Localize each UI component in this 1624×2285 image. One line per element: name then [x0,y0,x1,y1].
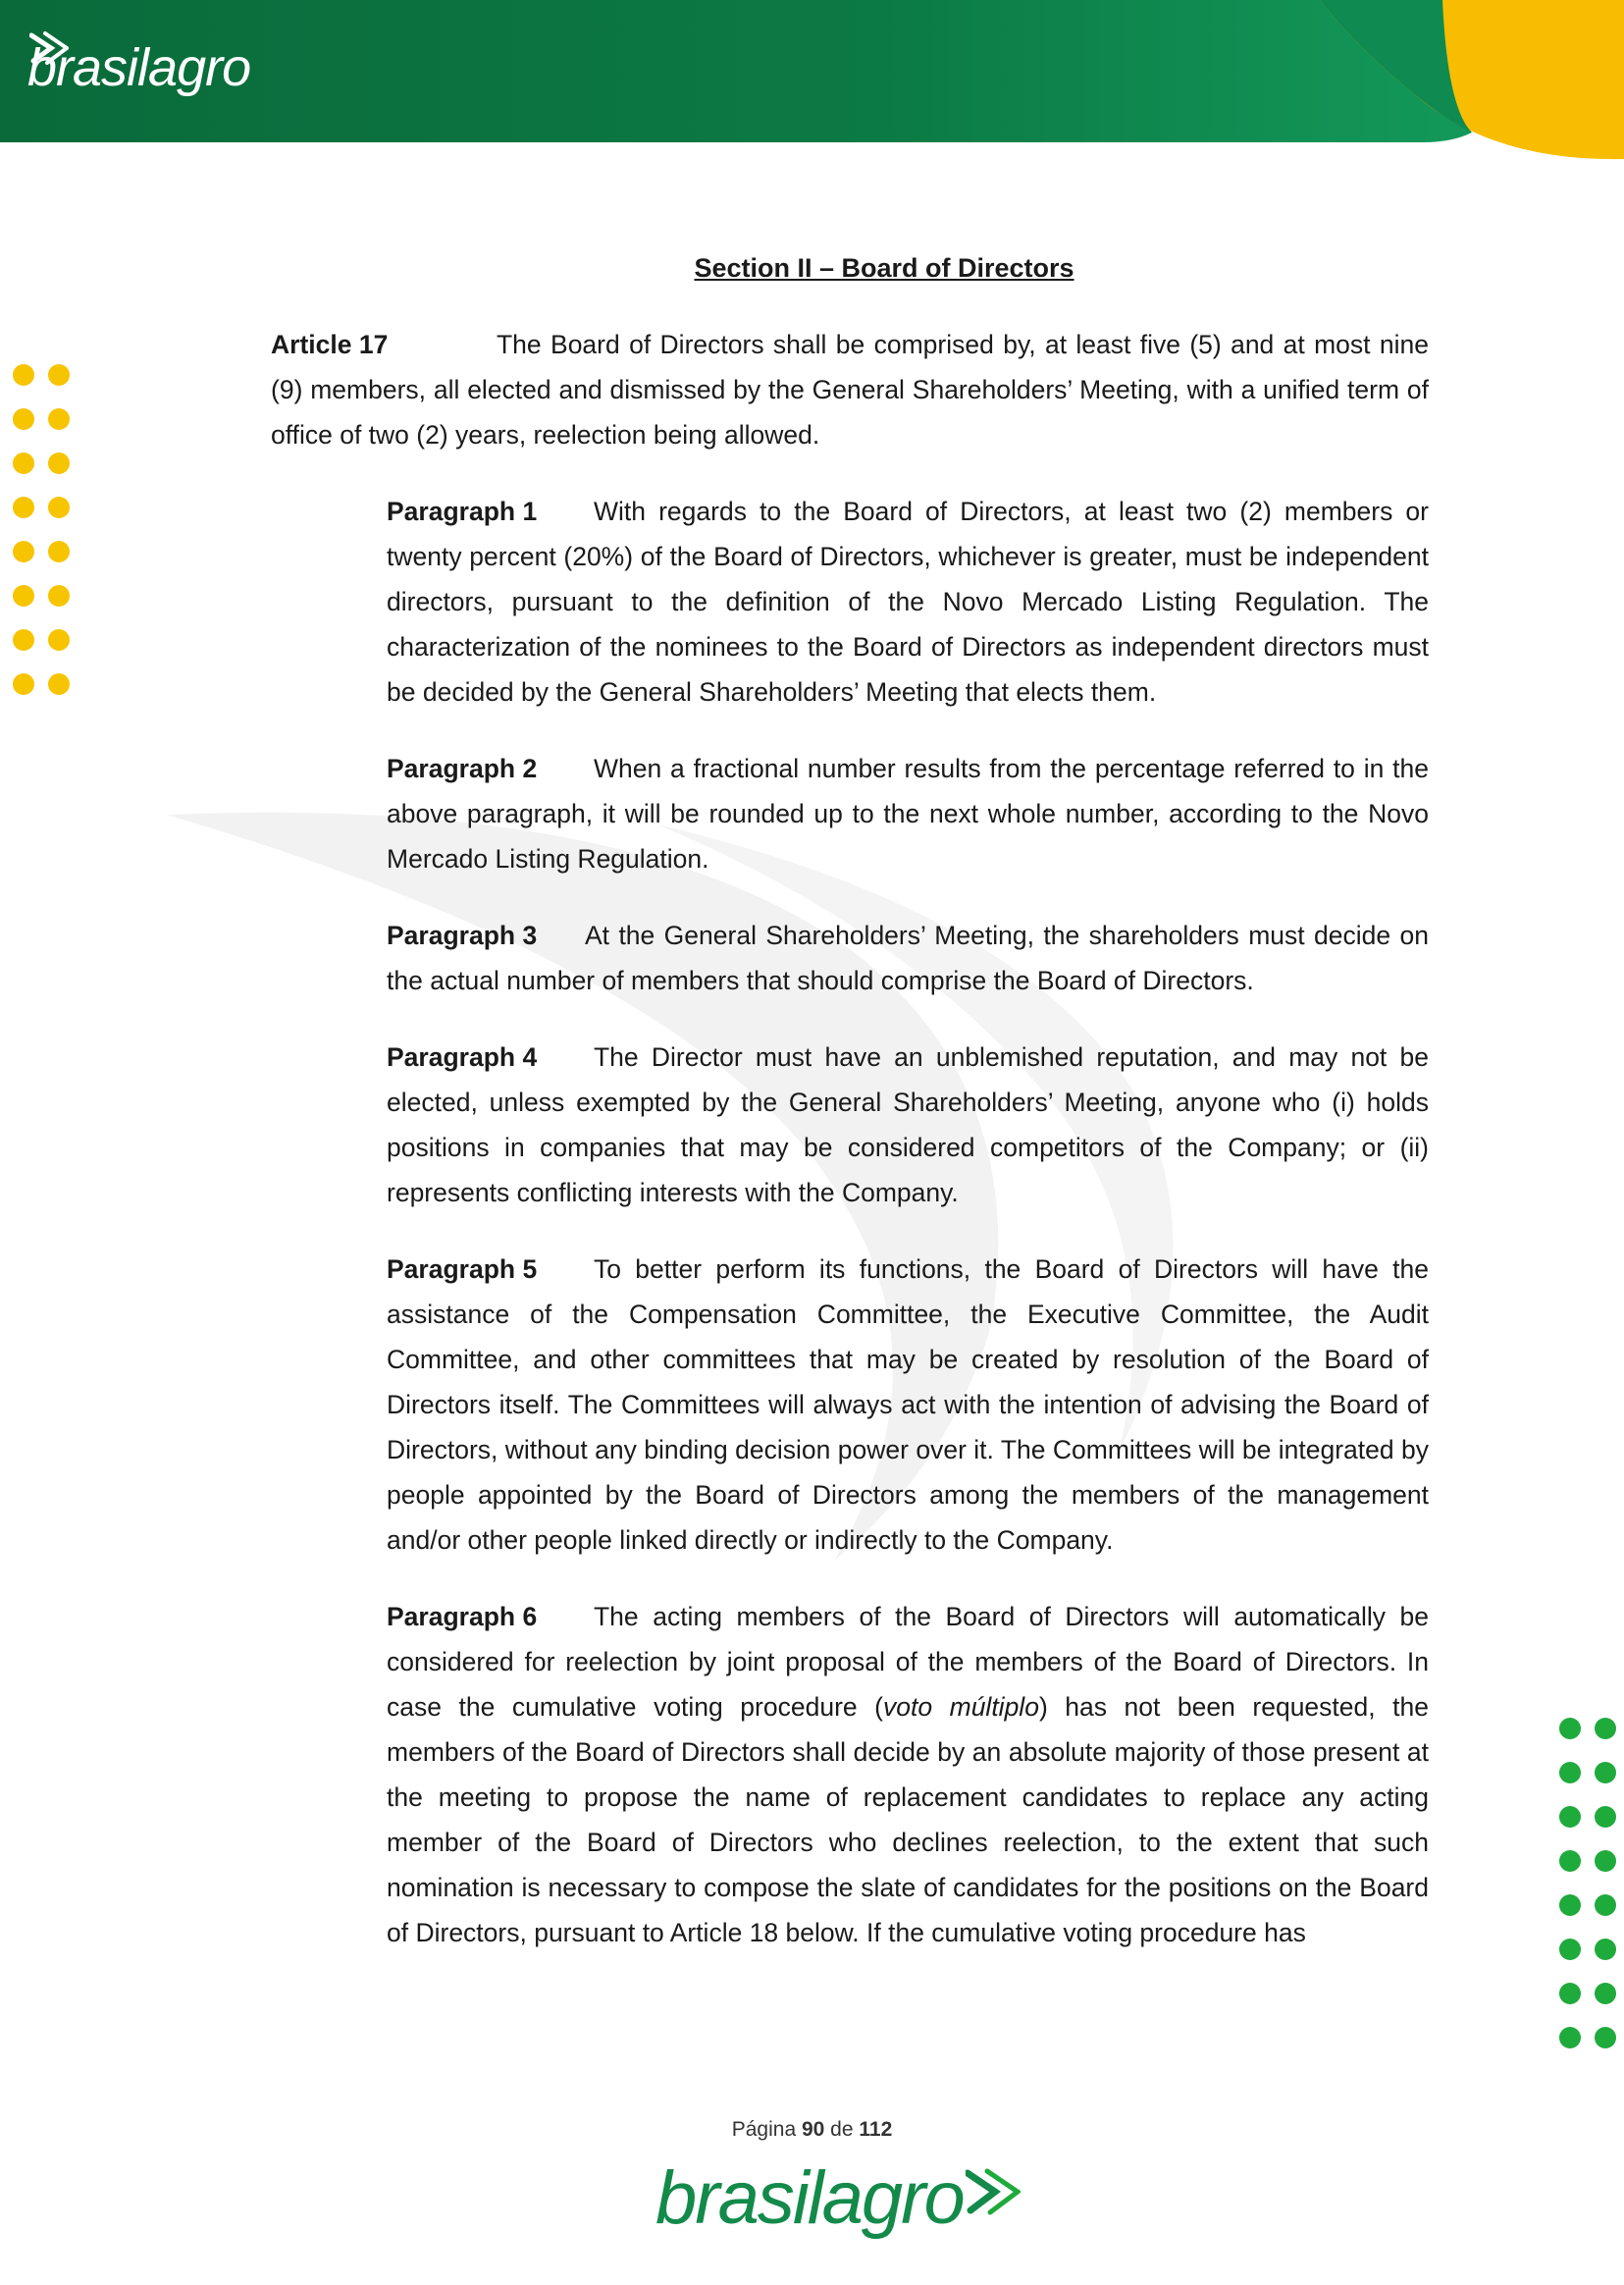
paragraph-3 [387,913,1429,1003]
header-logo-text: brasilagro [27,38,251,97]
article-text: The Board of Directors shall be comprised by, at least five (5) and at most nine (9) members, all elected and dismissed by the General Shareholders’ Meeting, with a unified term of office of two (2) years, reelection being allowed. [271,330,1429,450]
paragraph-label: Paragraph 1 [387,497,538,526]
paragraph-label: Paragraph 3 [387,921,538,950]
paragraph-label: Paragraph 4 [387,1042,538,1072]
paragraph-4 [387,1035,1429,1215]
decorative-green-dots [1559,1718,1616,2048]
decorative-yellow-dots [13,364,70,695]
page-current: 90 [801,2118,825,2141]
page-number [0,2118,1624,2142]
section-title: Section II – Board of Directors [694,253,1074,283]
paragraph-5 [387,1247,1429,1563]
paragraph-text: With regards to the Board of Directors, at least two (2) members or twenty percent (20%) of the Board of Directors, whichever is greater, must be independent directors, pursuant to the definition of the Novo Mercado Listing Regulation. The characterization of the nominees to the Board of Directors as independent directors must be decided by the General Shareholders’ Meeting that elects them. [387,497,1429,707]
paragraph-2 [387,746,1429,881]
paragraph-text-after: ) has not been requested, the members of the Board of Directors shall decide by an absolute majority of those present at the meeting to propose the name of replacement candidates to replace any acting member of the Board of Directors who declines reelection, to the extent that such nomination is necessary to compose the slate of candidates for the positions on the Board of Directors, pursuant to Article 18 below. If the cumulative voting procedure has [387,1692,1429,1947]
paragraph-6 [387,1594,1429,1955]
footer-logo [655,2155,1021,2241]
article-17 [271,322,1429,457]
paragraph-text-italic: voto múltiplo [883,1692,1039,1722]
article-label: Article 17 [271,330,389,359]
paragraph-text: When a fractional number results from the percentage referred to in the above paragraph, it will be rounded up to the next whole number, according to the Novo Mercado Listing Regulation. [387,754,1429,874]
paragraph-text: The Director must have an unblemished reputation, and may not be elected, unless exempted by the General Shareholders’ Meeting, anyone who (i) holds positions in companies that may be considered competitors of the Company; or (ii) represents conflicting interests with the Company. [387,1042,1429,1207]
paragraph-text: At the General Shareholders’ Meeting, the shareholders must decide on the actual number of members that should comprise the Board of Directors. [387,921,1429,995]
paragraph-label: Paragraph 6 [387,1602,538,1631]
paragraph-text: To better perform its functions, the Board of Directors will have the assistance of the Compensation Committee, the Executive Committee, the Audit Committee, and other committees that may be created by resolution of the Board of Directors itself. The Committees will always act with the intention of advising the Board of Directors, without any binding decision power over it. The Committees will be integrated by people appointed by the Board of Directors among the members of the management and/or other people linked directly or indirectly to the Company. [387,1254,1429,1555]
paragraph-1 [387,489,1429,715]
footer-logo-text: brasilagro [655,2156,964,2240]
chevron-logo-icon [966,2168,1021,2215]
document-body [271,245,1429,1987]
page-total: 112 [859,2118,893,2141]
header-logo [27,37,250,98]
header-band [0,0,1624,145]
page-separator: de [830,2118,854,2141]
chevron-logo-icon [29,31,69,65]
paragraph-text-before: The acting members of the Board of Directors will automatically be considered for reelection by joint proposal of the members of the Board of Directors. In case the cumulative voting procedure ( [387,1602,1429,1722]
paragraph-label: Paragraph 2 [387,754,538,783]
page-prefix: Página [731,2118,797,2141]
paragraph-label: Paragraph 5 [387,1254,538,1284]
